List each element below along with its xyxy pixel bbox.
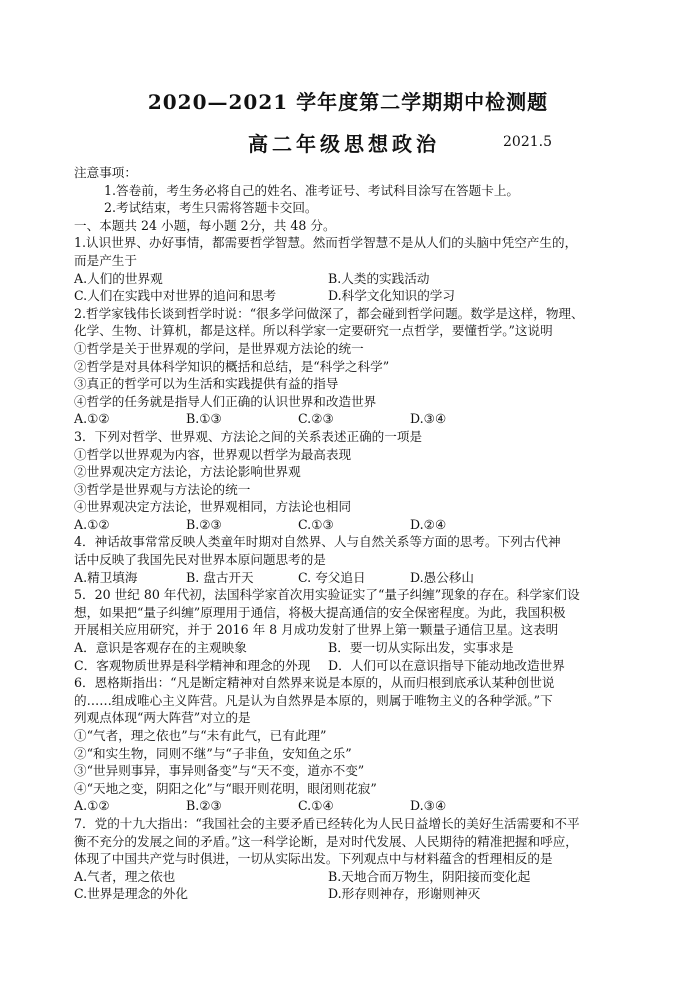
option-c: C.世界是理念的外化 xyxy=(74,886,188,902)
option-a: A.人们的世界观 xyxy=(74,270,163,286)
option-b: B.人类的实践活动 xyxy=(328,270,430,286)
question-4-stem: 4．神话故事常常反映人类童年时期对自然界、人与自然关系等方面的思考。下列古代神 xyxy=(74,534,561,550)
question-5-options xyxy=(74,657,634,675)
option-b: B.②③ xyxy=(186,798,222,814)
question-5-options xyxy=(74,639,634,657)
question-1-stem: 而是产生于 xyxy=(74,252,137,268)
question-6-stem: 列观点体现“两大阵营”对立的是 xyxy=(74,710,251,726)
question-3-stem: 3．下列对哲学、世界观、方法论之间的关系表述正确的一项是 xyxy=(74,428,423,444)
statement-item: ①哲学以世界观为内容，世界观以哲学为最高表现 xyxy=(74,446,352,462)
option-c: C．客观物质世界是科学精神和理念的外现 xyxy=(74,657,311,673)
statement-item: ①“气者，理之依也”与“未有此气，已有此理” xyxy=(74,728,327,743)
notice-item: 2.考试结束，考生只需将答题卡交回。 xyxy=(104,200,318,216)
question-6-stem: 6．恩格斯指出：“凡是断定精神对自然界来说是本原的，从而归根到底承认某种创世说 xyxy=(74,675,555,691)
question-5-stem: 想，如果把“量子纠缠”原理用于通信，将极大提高通信的安全保密程度。为此，我国积极 xyxy=(74,604,566,620)
option-a: A．意识是客观存在的主观映象 xyxy=(74,640,247,656)
question-6-options xyxy=(74,797,634,815)
option-d: D.③④ xyxy=(410,798,447,814)
option-a: A.精卫填海 xyxy=(74,569,138,585)
option-b: B．要一切从实际出发，实事求是 xyxy=(328,640,514,656)
option-b: B.②③ xyxy=(186,516,222,532)
option-c: C. 夸父追日 xyxy=(298,569,366,585)
section-heading: 一、本题共 24 小题，每小题 2分，共 48 分。 xyxy=(74,217,336,233)
question-2-options xyxy=(74,410,634,428)
question-7-options xyxy=(74,868,634,886)
statement-item: ③真正的哲学可以为生活和实践提供有益的指导 xyxy=(74,376,339,392)
question-3-options xyxy=(74,516,634,534)
statement-item: ③“世异则事异，事异则备变”与“天不变，道亦不变” xyxy=(74,763,365,779)
question-1-options xyxy=(74,287,634,305)
option-a: A.气者，理之依也 xyxy=(74,868,176,884)
option-d: D.②④ xyxy=(410,516,447,532)
question-5-stem: 5．20 世纪 80 年代初，法国科学家首次用实验证实了“量子纠缠”现象的存在。科学家们设 xyxy=(74,587,580,603)
exam-content xyxy=(74,164,634,903)
question-1-options xyxy=(74,270,634,288)
option-d: D．人们可以在意识指导下能动地改造世界 xyxy=(328,657,565,673)
statement-item: ②“和实生物，同则不继”与“子非鱼，安知鱼之乐” xyxy=(74,745,352,761)
statement-item: ②哲学是对具体科学知识的概括和总结，是“科学之科学” xyxy=(74,358,390,374)
question-7-options xyxy=(74,885,634,903)
question-7-stem: 7．党的十九大指出：“我国社会的主要矛盾已经转化为人民日益增长的美好生活需要和不平 xyxy=(74,815,580,831)
option-c: C.②③ xyxy=(298,411,334,427)
option-a: A.①② xyxy=(74,798,110,814)
question-2-stem: 2.哲学家钱伟长谈到哲学时说：“很多学问做深了，都会碰到哲学问题。数学是这样，物理、 xyxy=(74,305,584,321)
option-b: B.①③ xyxy=(186,411,222,427)
statement-item: ④世界观决定方法论，世界观相同，方法论也相同 xyxy=(74,499,352,515)
question-4-options xyxy=(74,569,634,587)
option-a: A.①② xyxy=(74,516,110,532)
question-7-stem: 衡不充分的发展之间的矛盾。”这一科学论断，是对时代发展、人民期待的精准把握和呼应， xyxy=(74,833,578,849)
question-1-stem: 1.认识世界、办好事情，都需要哲学智慧。然而哲学智慧不是从人们的头脑中凭空产生的， xyxy=(74,235,578,251)
exam-date: 2021.5 xyxy=(503,134,552,150)
statement-item: ②世界观决定方法论，方法论影响世界观 xyxy=(74,464,301,480)
option-d: D.③④ xyxy=(410,411,447,427)
option-c: C.①④ xyxy=(298,798,334,814)
question-5-stem: 开展相关应用研究，并于 2016 年 8 月成功发射了世界上第一颗量子通信卫星。这表明 xyxy=(74,622,559,638)
option-a: A.①② xyxy=(74,411,110,427)
option-d: D.愚公移山 xyxy=(410,569,475,585)
exam-title: 2020—2021 学年度第二学期期中检测题 xyxy=(147,90,549,114)
question-2-stem: 化学、生物、计算机，都是这样。所以科学家一定要研究一点哲学，要懂哲学。”这说明 xyxy=(74,323,553,339)
option-c: C.人们在实践中对世界的追问和思考 xyxy=(74,288,277,304)
notice-item: 1.答卷前，考生务必将自己的姓名、准考证号、考试科目涂写在答题卡上。 xyxy=(104,182,520,198)
exam-subtitle: 高二年级思想政治 xyxy=(248,132,440,156)
question-7-stem: 体现了中国共产党与时俱进，一切从实际出发。下列观点中与材料蕴含的哲理相反的是 xyxy=(74,851,553,867)
statement-item: ④哲学的任务就是指导人们正确的认识世界和改造世界 xyxy=(74,393,377,409)
question-6-stem: 的……组成唯心主义阵营。凡是认为自然界是本原的，则属于唯物主义的各种学派。”下 xyxy=(74,692,553,708)
option-d: D.科学文化知识的学习 xyxy=(328,288,455,304)
question-4-stem: 话中反映了我国先民对世界本原问题思考的是 xyxy=(74,552,326,568)
statement-item: ①哲学是关于世界观的学问，是世界观方法论的统一 xyxy=(74,340,364,356)
notice-heading: 注意事项： xyxy=(74,165,137,180)
statement-item: ④“天地之变，阴阳之化”与“眼开则花明，眼闭则花寂” xyxy=(74,780,377,796)
option-b: B.天地合而万物生，阴阳接而变化起 xyxy=(328,868,531,884)
option-d: D.形存则神存，形谢则神灭 xyxy=(328,886,481,902)
option-c: C.①③ xyxy=(298,516,334,532)
statement-item: ③哲学是世界观与方法论的统一 xyxy=(74,481,251,497)
option-b: B. 盘古开天 xyxy=(186,569,254,585)
